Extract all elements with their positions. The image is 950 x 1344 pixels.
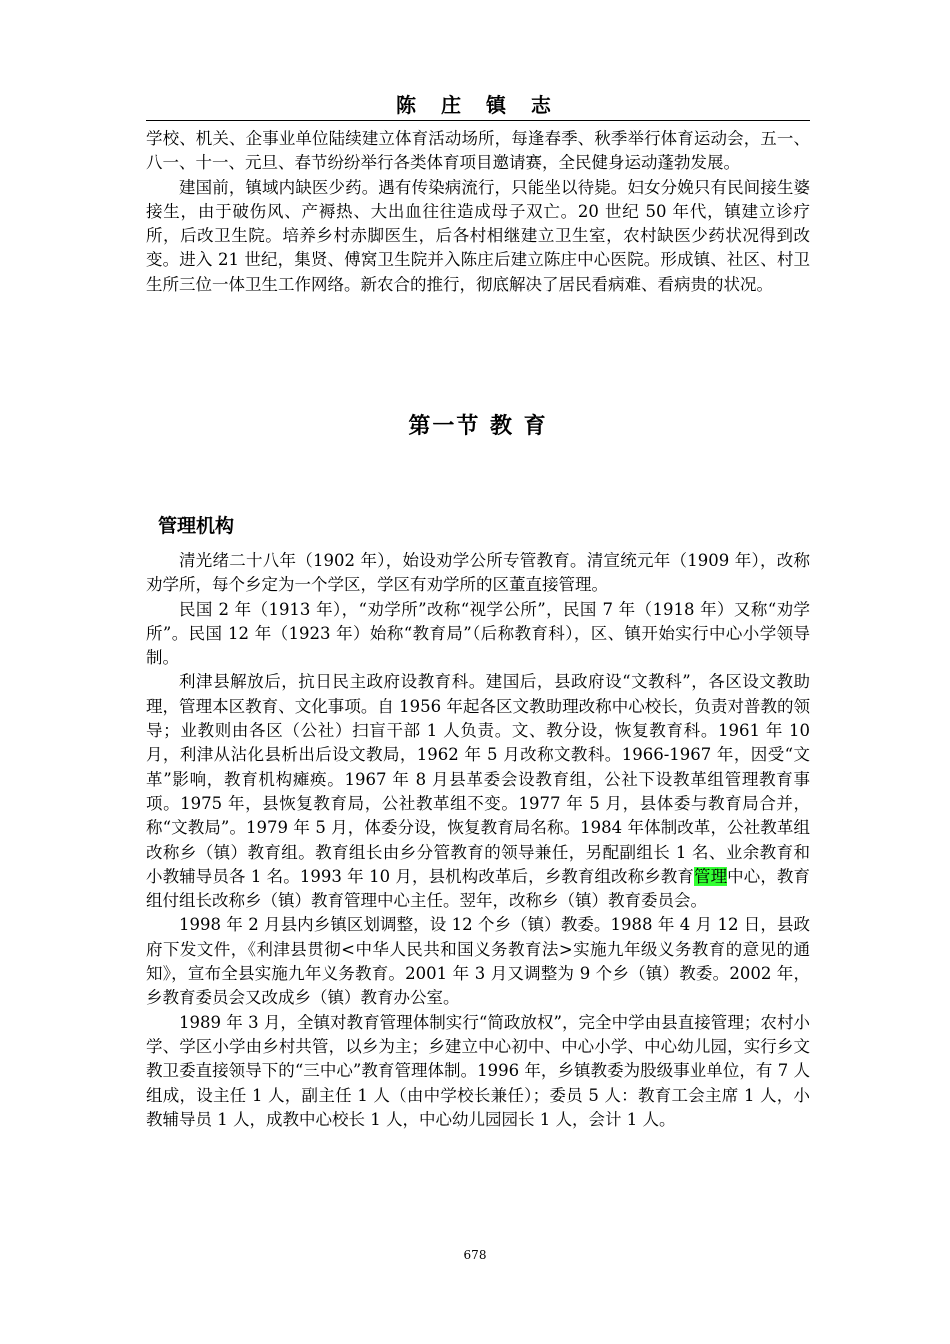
book-title: 陈 庄 镇 志 (396, 93, 560, 117)
paragraph-liberation-text: 利津县解放后，抗日民主政府设教育科。建国后，县政府设“文教科”，各区设文教助理，管理本区教育、文化事项。自 1956 年起各区文教助理改称中心校长，负责对普教的领导；业教则由各区（公社）扫盲干部 1 人负责。文、教分设，恢复教育科。1961 年 10 月，利津从沾化县析出后设文教局，1962 年 5 月改称文教科。1966-1967 年，因受“文革”影响，教育机构瘫痪。1967 年 8 月县革委会设教育组，公社下设教革组管理教育事项。1975 年，县恢复教育局，公社教革组不变。1977 年 5 月，县体委与教育局合并，称“文教局”。1979 年 5 月，体委分设，恢复教育局名称。1984 年体制改革，公社教革组改称乡（镇）教育组。教育组长由乡分管教育的领导兼任，另配副组长 1 名、业余教育和小教辅导员各 1 名。1993 年 10 月，县机构改革后，乡教育组改称乡教育 (146, 672, 810, 886)
intro-text (146, 127, 810, 297)
paragraph-sports: 学校、机关、企事业单位陆续建立体育活动场所，每逢春季、秋季举行体育运动会，五一、八一、十一、元旦、春节纷纷举行各类体育项目邀请赛，全民健身运动蓬勃发展。 (146, 129, 810, 173)
paragraph-liberation-text-end: 中心，教育组付组长改称乡（镇）教育管理中心主任。翌年，改称乡（镇）教育委员会。 (146, 866, 811, 911)
subsection-title: 管理机构 (158, 515, 235, 537)
paragraph-1998: 1998 年 2 月县内乡镇区划调整，设 12 个乡（镇）教委。1988 年 4 月 12 日，县政府下发文件，《利津县贯彻<中华人民共和国义务教育法>实施九年级义务教育的意见的通知》，宣布全县实施九年义务教育。2001 年 3 月又调整为 9 个乡（镇）教委。2002 年，乡教育委员会又改成乡（镇）教育办公室。 (146, 915, 810, 1008)
running-header (146, 90, 810, 121)
main-text (146, 549, 810, 1132)
paragraph-liberation (146, 670, 810, 913)
paragraph-1989: 1989 年 3 月，全镇对教育管理体制实行“简政放权”，完全中学由县直接管理；农村小学、学区小学由乡村共管，以乡为主；乡建立中心初中、中心小学、中心幼儿园，实行乡文教卫委直接领导下的“三中心”教育管理体制。1996 年，乡镇教委为股级事业单位，有 7 人组成，设主任 1 人，副主任 1 人（由中学校长兼任）；委员 5 人：教育工会主席 1 人，小教辅导员 1 人，成教中心校长 1 人，中心幼儿园园长 1 人，会计 1 人。 (146, 1012, 810, 1129)
highlighted-text: 管理 (693, 866, 728, 886)
section-title: 第一节 教 育 (408, 414, 548, 439)
paragraph-minguo: 民国 2 年（1913 年），“劝学所”改称“视学公所”，民国 7 年（1918 年）又称“劝学所”。民国 12 年（1923 年）始称“教育局”（后称教育科），区、镇开始实行中心小学领导制。 (146, 599, 810, 668)
page-number: 678 (463, 1248, 487, 1262)
paragraph-qing: 清光绪二十八年（1902 年），始设劝学公所专管教育。清宣统元年（1909 年），改称劝学所，每个乡定为一个学区，学区有劝学所的区董直接管理。 (146, 551, 810, 595)
paragraph-medical: 建国前，镇域内缺医少药。遇有传染病流行，只能坐以待毙。妇女分娩只有民间接生婆接生，由于破伤风、产褥热、大出血往往造成母子双亡。20 世纪 50 年代，镇建立诊疗所，后改卫生院。培养乡村赤脚医生，后各村相继建立卫生室，农村缺医少药状况得到改变。进入 21 世纪，集贤、傅窝卫生院并入陈庄后建立陈庄中心医院。形成镇、社区、村卫生所三位一体卫生工作网络。新农合的推行，彻底解决了居民看病难、看病贵的状况。 (146, 177, 810, 294)
